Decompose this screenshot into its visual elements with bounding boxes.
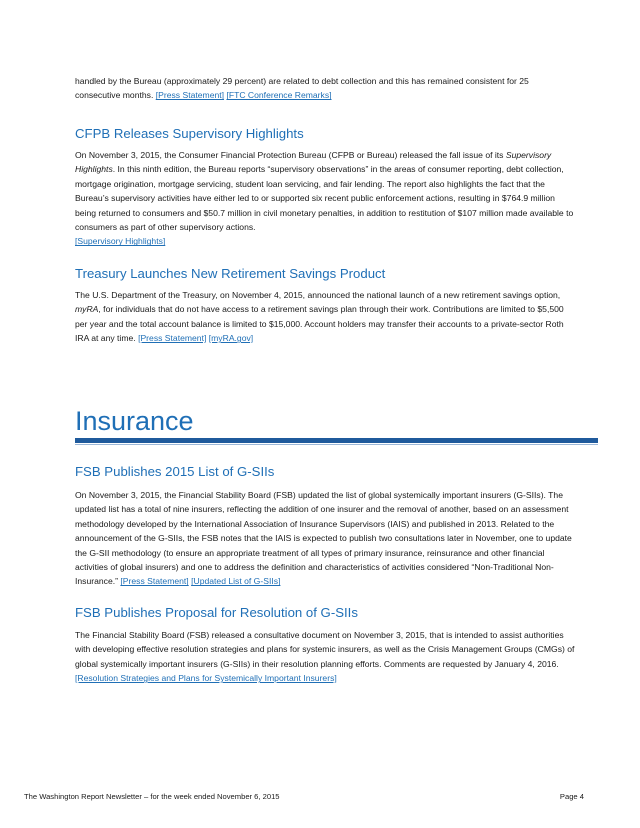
intro-paragraph (75, 74, 575, 103)
fsb-list-text: On November 3, 2015, the Financial Stability Board (FSB) updated the list of global systemically important insurers (G-SIIs). The updated list has a total of nine insurers, reflecting the addition of one insurer and the removal of another, based on an assessment methodology developed by the International Association of Insurance Supervisors (IAIS) and published in 2013. Related to the announcement of the G-SIIs, the FSB notes that the IAIS is expected to publish two consultations later in November, one to update the G-SII methodology (to ensure an appropriate treatment of all types of primary insurance, reinsurance and other financial activities of global insurers) and one to address the definition and characteristics of activities considered “Non-Traditional Non-Insurance.” (75, 490, 572, 587)
fsb-resolution-heading: FSB Publishes Proposal for Resolution of G-SIIs (75, 605, 358, 620)
fsb-resolution-paragraph (75, 628, 575, 686)
page-footer (24, 792, 584, 802)
cfpb-text-b: . In this ninth edition, the Bureau reports “supervisory observations” in the areas of consumer reporting, debt collection, mortgage origination, mortgage servicing, student loan servicing, and fair lending. The report also highlights the fact that the Bureau’s supervisory activities have either led to or supported six recent public enforcement actions, resulting in $764.9 million being returned to consumers and $50.7 million in civil monetary penalties, in addition to restitution of $107 million made available to consumers as part of other supervisory actions. (75, 164, 574, 233)
section-title-insurance: Insurance (75, 406, 194, 436)
intro-text: handled by the Bureau (approximately 29 percent) are related to debt collection and this has remained consistent for 25 consecutive months. (75, 76, 529, 101)
fsb-press-statement-link[interactable]: [Press Statement] (120, 576, 189, 587)
cfpb-heading: CFPB Releases Supervisory Highlights (75, 126, 304, 141)
treasury-heading: Treasury Launches New Retirement Savings Product (75, 266, 386, 281)
treasury-italic: myRA (75, 304, 99, 315)
fsb-list-paragraph (75, 488, 575, 589)
fsb-list-heading: FSB Publishes 2015 List of G-SIIs (75, 464, 275, 479)
press-statement-link[interactable]: [Press Statement] (155, 90, 225, 101)
treasury-press-statement-link[interactable]: [Press Statement] (138, 333, 207, 344)
section-rule (75, 438, 598, 443)
page-number: Page 4 (559, 792, 584, 801)
cfpb-paragraph (75, 148, 575, 249)
cfpb-italic: Supervisory Highlights (75, 150, 552, 175)
updated-list-gsiis-link[interactable]: [Updated List of G-SIIs] (191, 576, 281, 587)
section-rule-thin (75, 444, 598, 445)
treasury-text-a: The U.S. Department of the Treasury, on November 4, 2015, announced the national launch of a new retirement savings option, (75, 290, 561, 300)
supervisory-highlights-link[interactable]: [Supervisory Highlights] (75, 236, 166, 247)
treasury-text-b: , for individuals that do not have access to a retirement savings plan through their work. Contributions are limited to $5,500 per year and the total account balance is limited to $15,000. Account holders may transfer their accounts to a private-sector Roth IRA at any time. (75, 304, 564, 344)
ftc-conference-remarks-link[interactable]: [FTC Conference Remarks] (226, 90, 332, 101)
cfpb-text-a: On November 3, 2015, the Consumer Financial Protection Bureau (CFPB or Bureau) released the fall issue of its (75, 150, 504, 160)
resolution-strategies-link[interactable]: [Resolution Strategies and Plans for Systemically Important Insurers] (75, 673, 337, 684)
treasury-paragraph (75, 288, 575, 346)
fsb-resolution-text: The Financial Stability Board (FSB) released a consultative document on November 3, 2015, that is intended to assist authorities with developing effective resolution strategies and plans for systemic insurers, as well as the Crisis Management Groups (CMGs) of global systemically important insurers (G-SIIs) in their resolution planning efforts. Comments are requested by January 4, 2016. (75, 630, 575, 669)
myra-gov-link[interactable]: [myRA.gov] (208, 333, 254, 344)
footer-title: The Washington Report Newsletter – for the week ended November 6, 2015 (24, 792, 280, 801)
